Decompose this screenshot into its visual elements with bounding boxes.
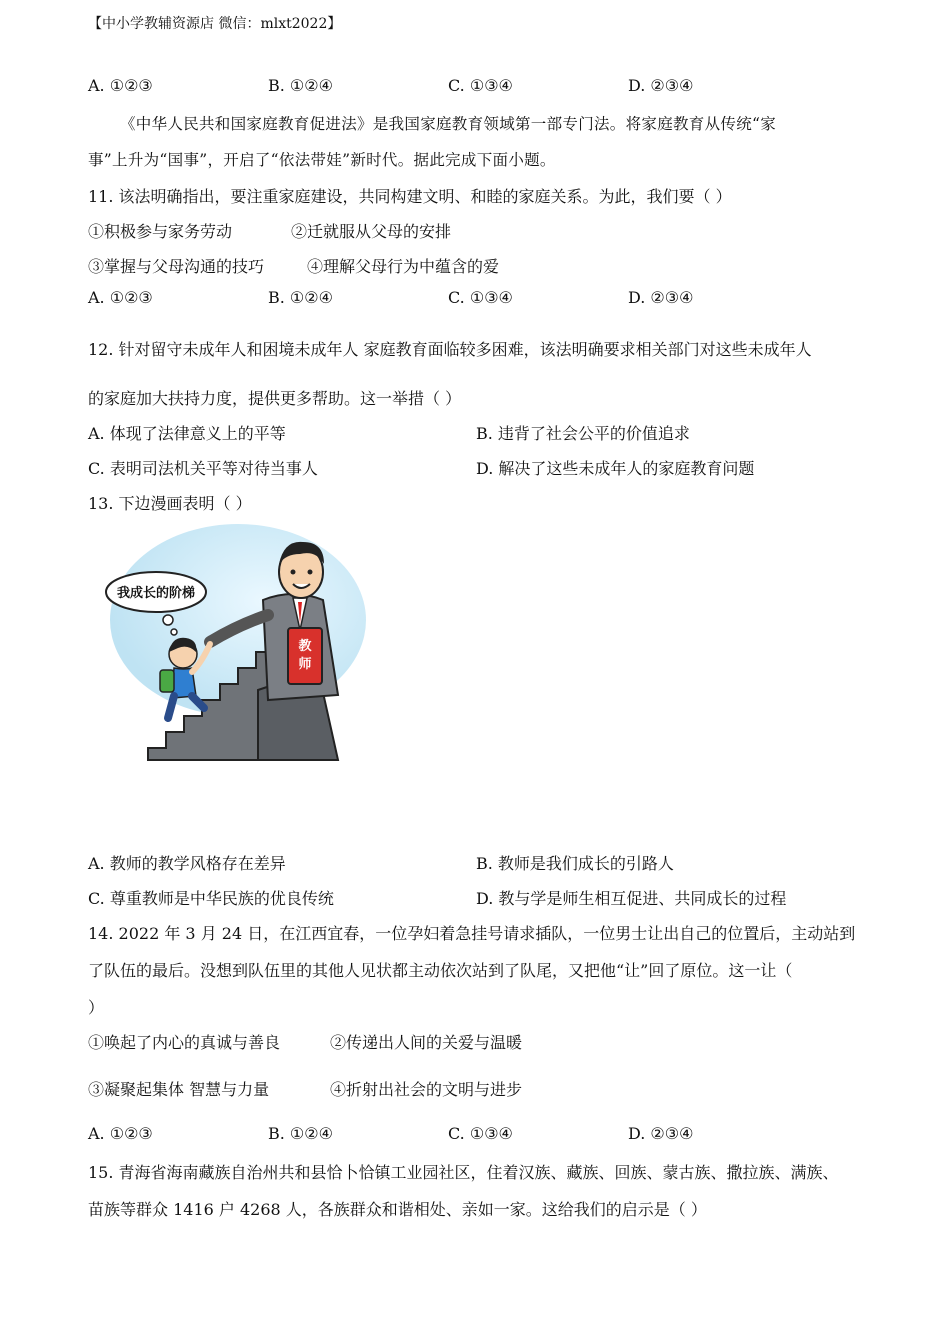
q12-options-row-2 bbox=[88, 456, 868, 479]
q11-item-3: ③掌握与父母沟通的技巧 bbox=[88, 257, 265, 276]
teacher-ladder-cartoon bbox=[88, 520, 368, 770]
q14-option-d: D. ②③④ bbox=[628, 1124, 694, 1143]
q12-option-c: C. 表明司法机关平等对待当事人 bbox=[88, 459, 318, 478]
q14-stem-line-1: 14. 2022 年 3 月 24 日，在江西宜春，一位孕妇着急挂号请求插队，一位男士让出自己的位置后，主动站到 bbox=[88, 924, 856, 943]
q14-stem-line-3: ） bbox=[88, 998, 105, 1017]
q11-items-row-2 bbox=[88, 254, 808, 277]
q14-item-2: ②传递出人间的关爱与温暖 bbox=[330, 1033, 523, 1052]
q12-options-row-1 bbox=[88, 421, 868, 444]
q12-option-a: A. 体现了法律意义上的平等 bbox=[88, 424, 286, 443]
q11-option-c: C. ①③④ bbox=[448, 288, 513, 307]
q12-option-d: D. 解决了这些未成年人的家庭教育问题 bbox=[476, 459, 755, 478]
q14-option-b: B. ①②④ bbox=[268, 1124, 333, 1143]
student-backpack bbox=[160, 670, 174, 692]
book-text-1: 教 bbox=[298, 639, 312, 654]
q14-option-a: A. ①②③ bbox=[88, 1124, 153, 1143]
q11-options bbox=[88, 288, 808, 307]
q11-item-4: ④理解父母行为中蕴含的爱 bbox=[307, 257, 500, 276]
q14-stem-line-2: 了队伍的最后。没想到队伍里的其他人见状都主动依次站到了队尾，又把他“让”回了原位。这一让（ bbox=[88, 961, 793, 980]
teacher-book bbox=[288, 628, 322, 684]
q15-stem-line-2: 苗族等群众 1416 户 4268 人，各族群众和谐相处、亲如一家。这给我们的启示是（ ） bbox=[88, 1200, 707, 1219]
q13-option-c: C. 尊重教师是中华民族的优良传统 bbox=[88, 889, 334, 908]
intro-line-2: 事”上升为“国事”，开启了“依法带娃”新时代。据此完成下面小题。 bbox=[88, 151, 556, 169]
q14-items-row-1 bbox=[88, 1030, 808, 1053]
q11-items-row-1 bbox=[88, 219, 808, 242]
q14-item-1: ①唤起了内心的真诚与善良 bbox=[88, 1033, 281, 1052]
q14-option-c: C. ①③④ bbox=[448, 1124, 513, 1143]
q10-option-c: C. ①③④ bbox=[448, 76, 513, 95]
q10-options bbox=[88, 76, 808, 95]
q14-item-4: ④折射出社会的文明与进步 bbox=[330, 1080, 523, 1099]
intro-line-1: 《中华人民共和国家庭教育促进法》是我国家庭教育领域第一部专门法。将家庭教育从传统“家 bbox=[120, 115, 777, 133]
q11-item-2: ②迁就服从父母的安排 bbox=[291, 222, 452, 241]
q13-options-row-1 bbox=[88, 851, 868, 874]
q11-stem: 11. 该法明确指出，要注重家庭建设，共同构建文明、和睦的家庭关系。为此，我们要（ ） bbox=[88, 187, 732, 206]
page-header: 【中小学教辅资源店 微信：mlxt2022】 bbox=[88, 16, 342, 32]
q11-item-1: ①积极参与家务劳动 bbox=[88, 222, 233, 241]
book-text-2: 师 bbox=[298, 657, 312, 672]
q13-stem: 13. 下边漫画表明（ ） bbox=[88, 494, 252, 513]
q12-stem-line-1: 12. 针对留守未成年人和困境未成年人 家庭教育面临较多困难，该法明确要求相关部门对这些未成年人 bbox=[88, 340, 812, 359]
q13-option-d: D. 教与学是师生相互促进、共同成长的过程 bbox=[476, 889, 787, 908]
q11-option-a: A. ①②③ bbox=[88, 288, 153, 307]
q14-options bbox=[88, 1124, 808, 1143]
q10-option-a: A. ①②③ bbox=[88, 76, 153, 95]
q10-option-b: B. ①②④ bbox=[268, 76, 333, 95]
q12-stem-line-2: 的家庭加大扶持力度，提供更多帮助。这一举措（ ） bbox=[88, 389, 462, 408]
q13-option-b: B. 教师是我们成长的引路人 bbox=[476, 854, 674, 873]
q10-option-d: D. ②③④ bbox=[628, 76, 694, 95]
q13-options-row-2 bbox=[88, 886, 868, 909]
q11-option-b: B. ①②④ bbox=[268, 288, 333, 307]
bubble-text: 我成长的阶梯 bbox=[116, 586, 196, 601]
q14-item-3: ③凝聚起集体 智慧与力量 bbox=[88, 1080, 270, 1099]
q13-option-a: A. 教师的教学风格存在差异 bbox=[88, 854, 286, 873]
q15-stem-line-1: 15. 青海省海南藏族自治州共和县恰卜恰镇工业园社区，住着汉族、藏族、回族、蒙古族、撒拉族、满族、 bbox=[88, 1163, 839, 1182]
q12-option-b: B. 违背了社会公平的价值追求 bbox=[476, 424, 690, 443]
q11-option-d: D. ②③④ bbox=[628, 288, 694, 307]
q14-items-row-2 bbox=[88, 1077, 808, 1100]
